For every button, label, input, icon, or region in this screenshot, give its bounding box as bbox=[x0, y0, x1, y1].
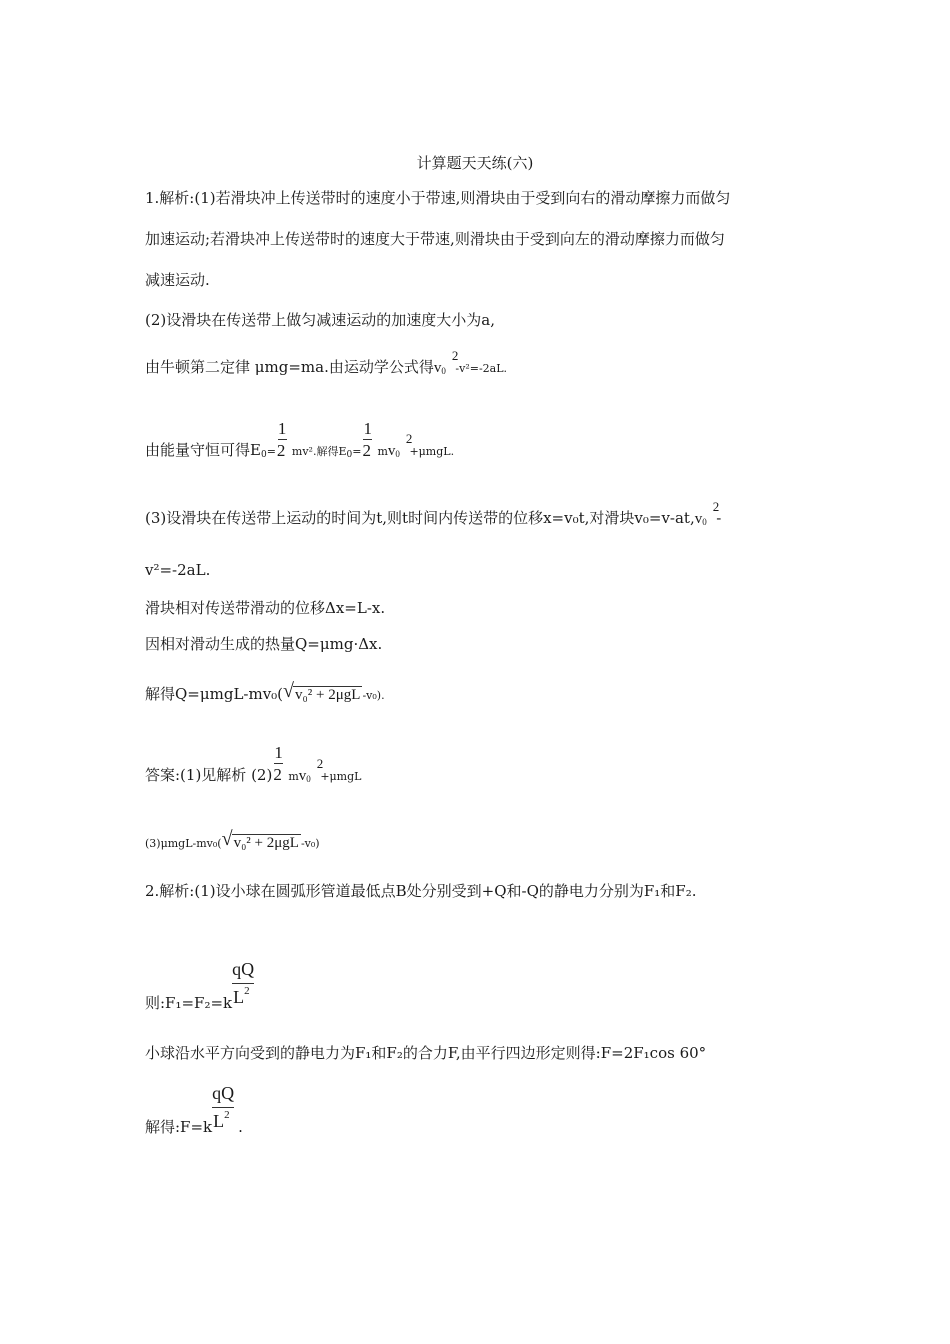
q1-line-5-tail: -v²=-2aL. bbox=[455, 362, 508, 375]
v0-squared: $v_0$ 2 bbox=[433, 348, 459, 376]
q-over-l2-fraction: $\frac{qQ}{L^2}$ bbox=[232, 959, 255, 1007]
q1-line-10: 因相对滑动生成的热量Q=μmg·Δx. bbox=[145, 635, 383, 653]
q1-line-1: 1.解析:(1)若滑块冲上传送带时的速度小于带速,则滑块由于受到向右的滑动摩擦力而做匀 bbox=[145, 189, 731, 207]
q2-line-3: 小球沿水平方向受到的静电力为F₁和F₂的合力F,由平行四边形定则得:F=2F₁cos 60° bbox=[145, 1044, 707, 1062]
sqrt-expression: √ v₀² + 2μgL bbox=[221, 828, 299, 851]
half-fraction: $\frac{1}{2}$ bbox=[273, 743, 283, 784]
v0-squared: $v_0$ 2 bbox=[694, 499, 720, 527]
q1-line-8: v²=-2aL. bbox=[145, 561, 211, 579]
sqrt-expression: √ v₀² + 2μgL bbox=[283, 680, 361, 703]
v0-squared: $v_0$ 2 bbox=[298, 756, 324, 784]
half-fraction: $\frac{1}{2}$ bbox=[276, 419, 287, 460]
q1-line-4: (2)设滑块在传送带上做匀减速运动的加速度大小为a, bbox=[145, 311, 495, 329]
q1-line-2: 加速运动;若滑块冲上传送带时的速度大于带速,则滑块由于受到向左的滑动摩擦力而做匀 bbox=[145, 230, 725, 248]
q1-line-3: 减速运动. bbox=[145, 271, 210, 289]
q2-line-4: 解得:F=k $\frac{qQ}{L^2}$ . bbox=[145, 1083, 243, 1136]
q1-line-6: 由能量守恒可得$E_0=$ $\frac{1}{2}$ mv².解得$E_0=$ $\frac{1}{2}$ $mv_0$ 2 +μmgL. bbox=[145, 440, 454, 465]
q1-line-9: 滑块相对传送带滑动的位移Δx=L-x. bbox=[145, 599, 386, 617]
q-over-l2-fraction: $\frac{qQ}{L^2}$ bbox=[212, 1083, 235, 1131]
q2-line-2: 则:F₁=F₂=k $\frac{qQ}{L^2}$ bbox=[145, 993, 258, 1013]
q1-line-7: (3)设滑块在传送带上运动的时间为t,则t时间内传送带的位移x=v₀t,对滑块$v_0=v-at,v_0$ 2 - bbox=[145, 499, 722, 527]
q1-line-5-text: 由牛顿第二定律 μmg=ma.由运动学公式得 bbox=[145, 358, 434, 376]
q2-line-1: 2.解析:(1)设小球在圆弧形管道最低点B处分别受到+Q和-Q的静电力分别为F₁和F₂. bbox=[145, 882, 697, 900]
half-fraction: $\frac{1}{2}$ bbox=[362, 419, 372, 460]
answer-line-2: (3)μmgL-mv₀( √ v₀² + 2μgL -v₀) bbox=[145, 828, 320, 851]
v0-squared: $v_0$ 2 bbox=[387, 431, 413, 459]
q1-line-11: 解得Q=μmgL-mv₀( √ v₀² + 2μgL -v₀). bbox=[145, 680, 385, 703]
page-title: 计算题天天练(六) bbox=[416, 154, 534, 172]
q1-line-5 bbox=[145, 348, 508, 381]
answer-line-1: 答案:(1)见解析 (2) $\frac{1}{2}$ $mv_0$ 2 +μmgL bbox=[145, 765, 361, 789]
